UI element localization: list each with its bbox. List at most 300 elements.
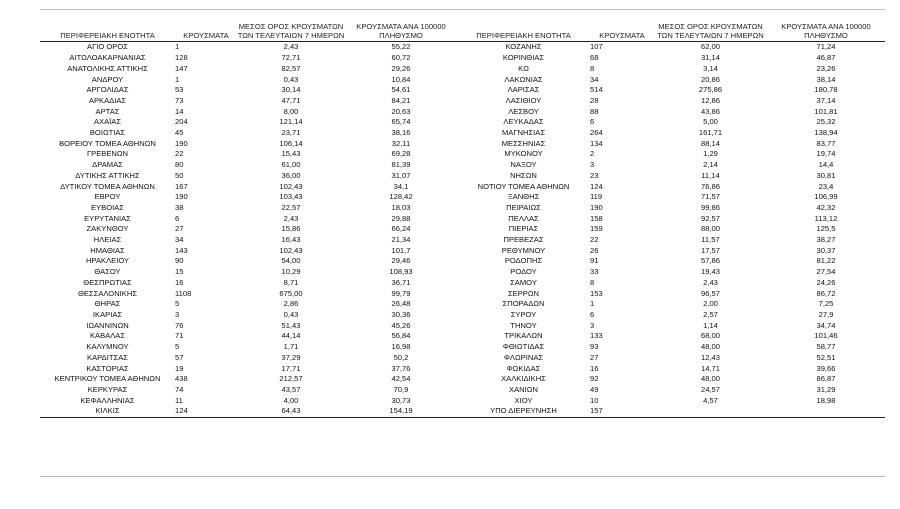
header-7day-average: ΜΕΣΟΣ ΟΡΟΣ ΚΡΟΥΣΜΑΤΩΝ ΤΩΝ ΤΕΛΕΥΤΑΙΩΝ 7 ΗΜΕΡΩΝ [237,22,345,41]
table-row [40,96,885,107]
cases-count: 33 [590,267,599,277]
region-name: ΑΝΔΡΟΥ [91,74,124,84]
seven-day-average: 161,71 [698,128,723,138]
seven-day-average: 96,57 [700,288,720,298]
cases-count: 157 [590,406,654,417]
cases-per-100000: 29,46 [391,256,411,266]
cases-count: 6 [175,213,180,223]
header-region: ΠΕΡΙΦΕΡΕΙΑΚΗ ΕΝΟΤΗΤΑ [457,22,590,42]
cases-per-100000: 14,4 [818,160,834,170]
seven-day-average: 82,57 [281,63,301,73]
cases-per-100000: 29,26 [391,63,411,73]
cases-per-100000: 101,7 [391,245,411,255]
seven-day-average: 2,57 [703,309,718,319]
cases-count: 143 [175,245,188,255]
header-cases: ΚΡΟΥΣΜΑΤΑ [175,22,237,42]
seven-day-average: 19,43 [700,267,720,277]
cases-count: 26 [590,245,599,255]
cases-per-100000: 20,63 [391,106,411,116]
cases-per-100000: 56,84 [391,331,411,341]
cases-per-100000: 86,72 [816,288,836,298]
table-row [40,267,885,278]
region-name: ΥΠΟ ΔΙΕΡΕΥΝΗΣΗ [457,406,590,417]
seven-day-average: 37,29 [281,352,301,362]
cases-count: 93 [590,342,599,352]
cases-count: 438 [175,374,188,384]
cases-per-100000: 101,46 [814,331,838,341]
cases-per-100000: 36,71 [391,277,411,287]
region-name: ΤΡΙΚΑΛΩΝ [504,331,543,341]
table-row [40,235,885,246]
seven-day-average: 54,00 [281,256,301,266]
region-name: ΧΑΛΚΙΔΙΚΗΣ [501,374,546,384]
region-name: ΚΑΛΥΜΝΟΥ [86,342,129,352]
cases-count: 38 [175,202,184,212]
table-row [40,299,885,310]
region-name: ΚΑΡΔΙΤΣΑΣ [87,352,128,362]
region-name: ΡΟΔΟΠΗΣ [504,256,543,266]
table-row [40,256,885,267]
region-name: ΣΥΡΟΥ [510,309,537,319]
region-name: ΠΙΕΡΙΑΣ [508,224,539,234]
cases-per-100000: 30,37 [816,245,836,255]
seven-day-average: 106,14 [279,138,303,148]
cases-count: 71 [175,331,184,341]
table-header-row [40,22,885,42]
cases-count: 159 [590,224,603,234]
cases-per-100000: 23,26 [816,63,836,73]
region-name: ΑΓΙΟ ΟΡΟΣ [87,42,128,52]
region-name: ΠΕΙΡΑΙΩΣ [506,202,541,212]
region-name: ΛΕΥΚΑΔΑΣ [503,117,544,127]
region-name: ΙΚΑΡΙΑΣ [92,309,123,319]
table-row [40,396,885,407]
region-name: ΓΡΕΒΕΝΩΝ [86,149,129,159]
table-row [40,64,885,75]
region-name: ΝΗΣΩΝ [510,170,537,180]
seven-day-average: 44,14 [281,331,301,341]
cases-count: 1 [175,74,180,84]
cases-per-100000: 50,2 [393,352,409,362]
seven-day-average: 4,00 [283,395,299,405]
cases-per-100000: 39,66 [816,363,836,373]
table-row [40,289,885,300]
cases-per-100000: 38,16 [391,128,411,138]
seven-day-average: 3,14 [703,63,718,73]
seven-day-average: 48,00 [700,342,720,352]
cases-per-100000: 69,28 [391,149,411,159]
cases-per-100000: 23,4 [818,181,834,191]
seven-day-average: 57,86 [700,256,720,266]
cases-count: 3 [590,160,595,170]
seven-day-average: 36,00 [281,170,301,180]
cases-count: 124 [175,406,237,417]
region-name: ΘΑΣΟΥ [94,267,121,277]
cases-count: 119 [590,192,603,202]
region-name: ΖΑΚΥΝΘΟΥ [86,224,129,234]
header-cases: ΚΡΟΥΣΜΑΤΑ [590,22,654,42]
seven-day-average: 12,43 [700,352,720,362]
cases-count: 14 [175,106,184,116]
cases-count: 19 [175,363,184,373]
cases-count: 45 [175,128,184,138]
cases-per-100000: 42,54 [391,374,411,384]
seven-day-average: 24,57 [700,384,720,394]
cases-count: 514 [590,85,603,95]
cases-per-100000: 32,11 [391,138,411,148]
cases-per-100000: 83,77 [816,138,836,148]
cases-per-100000: 18,03 [391,202,411,212]
cases-count: 107 [590,42,603,52]
cases-per-100000: 113,12 [814,213,838,223]
cases-count: 57 [175,352,184,362]
seven-day-average: 103,43 [279,192,303,202]
cases-per-100000: 154,19 [345,406,457,417]
seven-day-average: 22,57 [281,202,301,212]
region-name: ΣΕΡΡΩΝ [507,288,540,298]
cases-count: 27 [590,352,599,362]
cases-count: 16 [175,277,184,287]
cases-per-100000: 99,79 [391,288,411,298]
seven-day-average: 31,14 [700,53,720,63]
seven-day-average: 62,00 [700,42,720,52]
table-row [40,171,885,182]
cases-per-100000: 24,26 [816,277,836,287]
region-name: ΔΡΑΜΑΣ [92,160,123,170]
cases-per-100000: 25,32 [816,117,836,127]
cases-count: 90 [175,256,184,266]
cases-count: 133 [590,331,603,341]
cases-count: 22 [175,149,184,159]
cases-count: 190 [590,202,603,212]
seven-day-average: 1,14 [703,320,718,330]
region-name: ΛΑΡΙΣΑΣ [507,85,540,95]
region-name: ΡΕΘΥΜΝΟΥ [501,245,546,255]
seven-day-average: 11,57 [701,235,720,245]
table-row [40,192,885,203]
cases-per-100000: 55,22 [391,42,411,52]
table-row [40,42,885,53]
seven-day-average: 2,00 [703,299,718,309]
seven-day-average: 15,43 [281,149,301,159]
table-row [40,342,885,353]
region-name: ΚΑΒΑΛΑΣ [89,331,126,341]
region-name: ΗΛΕΙΑΣ [93,235,122,245]
header-cases-per-100000: ΚΡΟΥΣΜΑΤΑ ΑΝΑ 100000 ΠΛΗΘΥΣΜΟ [767,22,885,42]
region-name: ΕΥΡΥΤΑΝΙΑΣ [84,213,131,223]
table-row [40,278,885,289]
cases-per-100000: 42,32 [816,202,836,212]
cases-per-100000: 34,1 [393,181,409,191]
seven-day-average: 15,86 [281,224,301,234]
region-name: ΠΡΕΒΕΖΑΣ [503,235,544,245]
cases-per-100000: 108,93 [389,267,413,277]
cases-per-100000: 37,76 [391,363,411,373]
cases-count: 158 [590,213,603,223]
cases-count: 27 [175,224,184,234]
seven-day-average: 30,14 [281,85,301,95]
table-row [40,214,885,225]
seven-day-average: 88,14 [700,138,720,148]
cases-per-100000: 31,07 [391,170,411,180]
cases-count: 3 [590,320,595,330]
cases-count: 190 [175,192,188,202]
cases-count: 204 [175,117,188,127]
cases-per-100000: 31,29 [816,384,836,394]
bottom-rule [40,476,885,477]
table-row [40,224,885,235]
region-name: ΦΘΙΩΤΙΔΑΣ [502,342,545,352]
region-name: ΑΝΑΤΟΛΙΚΗΣ ΑΤΤΙΚΗΣ [67,63,148,73]
seven-day-average: 1,29 [703,149,718,159]
region-name: ΦΛΩΡΙΝΑΣ [503,352,544,362]
cases-per-100000: 27,9 [818,309,834,319]
cases-count: 76 [175,320,184,330]
table-row [40,53,885,64]
cases-count: 49 [590,384,599,394]
cases-count: 5 [175,342,180,352]
region-name: ΤΗΝΟΥ [510,320,537,330]
cases-per-100000: 71,24 [816,42,836,52]
cases-per-100000: 81,39 [391,160,411,170]
cases-count: 73 [175,95,184,105]
regional-cases-table [40,22,885,418]
region-name: ΑΡΚΑΔΙΑΣ [88,95,127,105]
seven-day-average: 0,43 [283,74,299,84]
cases-per-100000: 27,54 [816,267,836,277]
cases-per-100000: 65,74 [391,117,411,127]
cases-count: 128 [175,53,188,63]
cases-count: 22 [590,235,599,245]
cases-count: 15 [175,267,184,277]
cases-count: 10 [590,395,599,405]
seven-day-average: 64,43 [237,406,345,417]
cases-count: 134 [590,138,603,148]
seven-day-average: 2,86 [283,299,299,309]
seven-day-average: 4,57 [703,395,718,405]
cases-count: 8 [590,277,595,287]
cases-per-100000: 30,81 [816,170,836,180]
cases-count: 264 [590,128,603,138]
header-cases-per-100000: ΚΡΟΥΣΜΑΤΑ ΑΝΑ 100000 ΠΛΗΘΥΣΜΟ [345,22,457,42]
cases-per-100000: 138,94 [814,128,838,138]
cases-per-100000: 54,61 [391,85,411,95]
region-name: ΡΟΔΟΥ [510,267,537,277]
region-name: ΑΡΓΟΛΙΔΑΣ [86,85,129,95]
table-row [40,139,885,150]
cases-per-100000: 180,78 [814,85,838,95]
cases-per-100000: 29,88 [391,213,411,223]
table-row [40,203,885,214]
cases-per-100000: 60,72 [391,53,411,63]
seven-day-average: 68,00 [700,331,720,341]
region-name: ΔΥΤΙΚΟΥ ΤΟΜΕΑ ΑΘΗΝΩΝ [60,181,155,191]
table-row [40,353,885,364]
seven-day-average: 71,57 [700,192,720,202]
seven-day-average: 8,71 [283,277,299,287]
seven-day-average: 1,71 [283,342,299,352]
cases-per-100000: 106,99 [814,192,838,202]
seven-day-average: 8,00 [283,106,299,116]
table-row [40,128,885,139]
region-name: ΚΕΦΑΛΛΗΝΙΑΣ [80,395,135,405]
cases-count: 16 [590,363,599,373]
table-row [40,85,885,96]
table-row [40,107,885,118]
cases-per-100000: 101,81 [814,106,838,116]
region-name: ΚΟΖΑΝΗΣ [505,42,542,52]
seven-day-average: 76,86 [700,181,720,191]
seven-day-average: 2,14 [703,160,718,170]
cases-count: 190 [175,138,188,148]
seven-day-average: 2,43 [283,213,299,223]
seven-day-average: 48,00 [700,374,720,384]
cases-count: 11 [175,395,183,405]
region-name: ΛΑΣΙΘΙΟΥ [505,95,542,105]
cases-count: 1 [590,299,595,309]
cases-count: 153 [590,288,603,298]
cases-count: 1108 [175,288,192,298]
cases-per-100000: 81,22 [816,256,836,266]
region-name: ΠΕΛΛΑΣ [508,213,539,223]
region-name: ΑΡΤΑΣ [95,106,120,116]
region-name: ΧΙΟΥ [514,395,533,405]
seven-day-average: 275,86 [698,85,723,95]
cases-per-100000: 18,98 [816,395,836,405]
region-name: ΚΑΣΤΟΡΙΑΣ [86,363,129,373]
cases-per-100000: 30,73 [391,395,411,405]
cases-per-100000: 37,14 [816,95,836,105]
cases-count: 80 [175,160,184,170]
cases-per-100000: 10,84 [391,74,411,84]
cases-per-100000: 16,98 [391,342,411,352]
table-row [40,160,885,171]
top-rule [40,9,885,10]
seven-day-average: 17,71 [281,363,301,373]
region-name: ΜΥΚΟΝΟΥ [504,149,543,159]
cases-per-100000: 34,74 [816,320,836,330]
seven-day-average [654,406,767,417]
table-row [40,149,885,160]
region-name: ΜΕΣΣΗΝΙΑΣ [501,138,546,148]
cases-count: 147 [175,63,188,73]
table-row [40,374,885,385]
region-name: ΙΩΑΝΝΙΝΩΝ [86,320,129,330]
cases-count: 8 [590,63,595,73]
table-row [40,321,885,332]
table-row [40,364,885,375]
seven-day-average: 51,43 [281,320,301,330]
region-name: ΑΙΤΩΛΟΑΚΑΡΝΑΝΙΑΣ [69,53,146,63]
region-name: ΛΕΣΒΟΥ [508,106,539,116]
seven-day-average: 121,14 [279,117,303,127]
header-region: ΠΕΡΙΦΕΡΕΙΑΚΗ ΕΝΟΤΗΤΑ [40,22,175,42]
cases-per-100000: 19,74 [816,149,836,159]
cases-count: 6 [590,117,595,127]
region-name: ΞΑΝΘΗΣ [507,192,540,202]
region-name: ΣΑΜΟΥ [510,277,537,287]
table-row [40,385,885,396]
table-row [40,182,885,193]
region-name: ΧΑΝΙΩΝ [509,384,538,394]
seven-day-average: 212,57 [279,374,303,384]
cases-count: 34 [175,235,184,245]
region-name: ΦΩΚΙΔΑΣ [506,363,541,373]
region-name: ΗΜΑΘΙΑΣ [90,245,125,255]
seven-day-average: 17,57 [700,245,720,255]
cases-per-100000: 52,51 [816,352,836,362]
cases-count: 92 [590,374,599,384]
seven-day-average: 14,71 [700,363,720,373]
region-name: ΛΑΚΩΝΙΑΣ [504,74,543,84]
cases-count: 53 [175,85,184,95]
seven-day-average: 5,00 [703,117,718,127]
cases-count: 91 [590,256,599,266]
region-name: ΚΕΡΚΥΡΑΣ [87,384,128,394]
cases-count: 5 [175,299,180,309]
seven-day-average: 43,86 [700,106,720,116]
seven-day-average: 675,00 [279,288,303,298]
region-name: ΑΧΑΪΑΣ [93,117,122,127]
cases-per-100000: 46,87 [816,53,836,63]
seven-day-average: 12,86 [700,95,720,105]
region-name: ΕΥΒΟΙΑΣ [91,202,124,212]
seven-day-average: 102,43 [279,245,303,255]
cases-count: 50 [175,170,184,180]
cases-per-100000: 128,42 [389,192,413,202]
table-body [40,42,885,418]
seven-day-average: 11,14 [701,170,720,180]
seven-day-average: 16,43 [281,235,301,245]
region-name: ΝΟΤΙΟΥ ΤΟΜΕΑ ΑΘΗΝΩΝ [477,181,570,191]
region-name: ΘΕΣΣΑΛΟΝΙΚΗΣ [77,288,138,298]
table-row [40,331,885,342]
cases-count: 88 [590,106,599,116]
cases-per-100000: 86,87 [816,374,836,384]
cases-per-100000: 45,26 [391,320,411,330]
seven-day-average: 102,43 [279,181,303,191]
seven-day-average: 20,86 [700,74,720,84]
region-name: ΔΥΤΙΚΗΣ ΑΤΤΙΚΗΣ [75,170,140,180]
cases-per-100000: 26,48 [391,299,411,309]
header-7day-average: ΜΕΣΟΣ ΟΡΟΣ ΚΡΟΥΣΜΑΤΩΝ ΤΩΝ ΤΕΛΕΥΤΑΙΩΝ 7 ΗΜΕΡΩΝ [654,22,767,42]
cases-count: 6 [590,309,595,319]
cases-per-100000: 7,25 [818,299,834,309]
region-name: ΚΟΡΙΝΘΙΑΣ [502,53,545,63]
cases-count: 68 [590,53,599,63]
cases-per-100000: 125,5 [816,224,836,234]
cases-count: 74 [175,384,184,394]
seven-day-average: 2,43 [703,277,718,287]
cases-count: 1 [175,42,180,52]
region-name: ΗΡΑΚΛΕΙΟΥ [85,256,130,266]
region-name: ΕΒΡΟΥ [94,192,121,202]
cases-count: 34 [590,74,599,84]
cases-per-100000: 38,14 [816,74,836,84]
table-row [40,406,885,417]
region-name: ΒΟΙΩΤΙΑΣ [89,128,126,138]
region-name: ΘΗΡΑΣ [94,299,121,309]
cases-count: 23 [590,170,599,180]
seven-day-average: 2,43 [283,42,299,52]
cases-per-100000: 38,27 [816,235,836,245]
seven-day-average: 88,00 [700,224,720,234]
cases-per-100000: 30,36 [391,309,411,319]
table-row [40,310,885,321]
cases-count: 3 [175,309,180,319]
cases-per-100000: 66,24 [391,224,411,234]
seven-day-average: 23,71 [281,128,301,138]
